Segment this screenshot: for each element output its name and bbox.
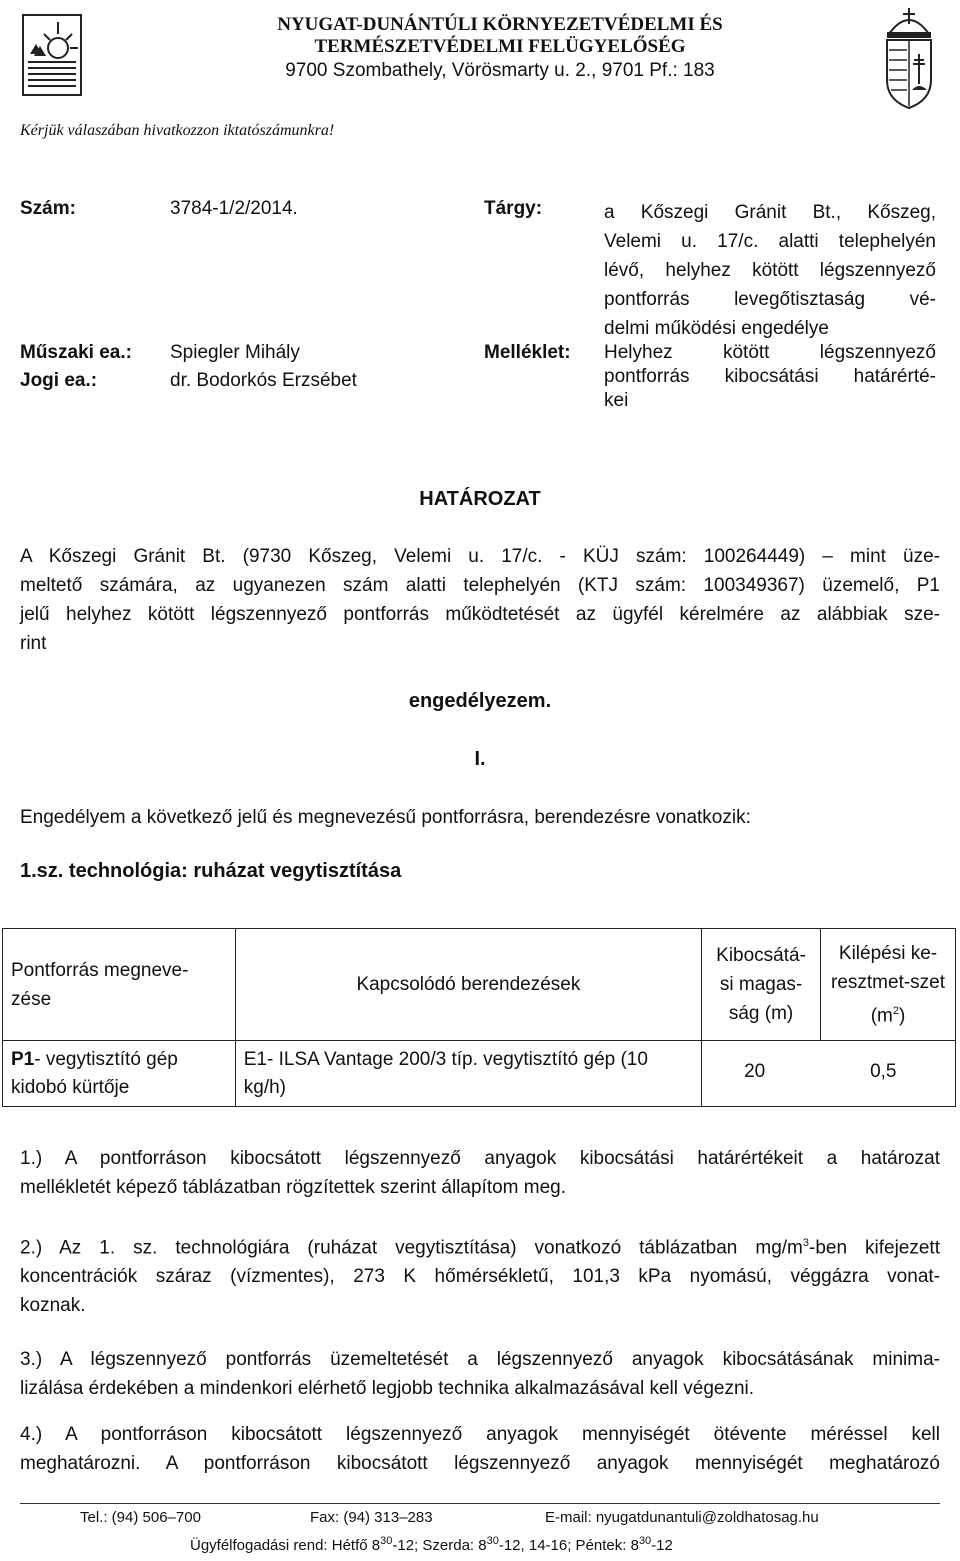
targy-line: pontforrás levegőtisztaság vé- [604,289,936,310]
footer-hours [190,1535,673,1554]
paragraph-4 [20,1420,940,1478]
footer-divider [20,1503,940,1504]
cross-unit-close: ) [899,1005,906,1027]
p2-exp: 3 [802,1237,809,1249]
scope-line: Engedélyem a következő jelű és megnevezésű pontforrásra, berendezésre vonatkozik: [20,807,751,828]
hours-monday: Ügyfélfogadási rend: Hétfő 8 [190,1537,381,1554]
reference-note: Kérjük válaszában hivatkozzon iktatószámunkra! [20,122,335,139]
footer-email: E-mail: nyugatdunantuli@zoldhatosag.hu [545,1509,819,1526]
p4-line: 4.) A pontforráson kibocsátott légszennyező anyagok mennyiségét ötévente méréssel kell [20,1424,940,1445]
table-header-row [3,929,956,1041]
table-row [3,1041,956,1107]
agency-name-line2: TERMÉSZETVÉDELMI FELÜGYELŐSÉG [314,36,686,57]
agency-address: 9700 Szombathely, Vörösmarty u. 2., 9701 Pf.: 183 [285,60,715,81]
targy-line: lévő, helyhez kötött légszennyező [604,260,936,281]
p2-text-b: -ben kifejezett [809,1237,940,1259]
jogi-label: Jogi ea.: [20,370,98,391]
header-cross-section [821,929,956,1041]
technology-title: 1.sz. technológia: ruházat vegytisztítása [20,860,402,882]
hours-wednesday: -12; Szerda: 8 [392,1537,487,1554]
paragraph-3 [20,1345,940,1403]
row-name-code: P1 [11,1048,35,1070]
p4-line: meghatározni. A pontforráson kibocsátott légszennyező anyagok mennyiségét meghatározó [20,1453,940,1474]
p3-line: lizálása érdekében a mindenkori elérhető legjobb technika alkalmazásával kell végezni. [20,1378,755,1399]
footer-fax: Fax: (94) 313–283 [310,1509,433,1526]
muszaki-label: Műszaki ea.: [20,342,132,363]
melleklet-value [604,341,936,413]
p2-text-a: 2.) Az 1. sz. technológiára (ruházat vegytisztítása) vonatkozó táblázatban mg/m [20,1237,803,1259]
agency-name-line1: NYUGAT-DUNÁNTÚLI KÖRNYEZETVÉDELMI ÉS [277,14,723,35]
row-height: 20 [744,1061,766,1082]
jogi-value: dr. Bodorkós Erzsébet [170,370,357,391]
scope-text [20,803,940,832]
row-cross-section: 0,5 [870,1061,897,1082]
agency-name [220,14,780,58]
row-equipment: E1- ILSA Vantage 200/3 típ. vegytisztító gép (10 kg/h) [235,1041,701,1107]
melleklet-line: pontforrás kibocsátási határérté- [604,366,936,387]
hours-exp: 30 [638,1535,652,1547]
header-cross-unit [829,997,947,1030]
szam-value: 3784-1/2/2014. [170,198,298,219]
p2-line: koncentrációk száraz (vízmentes), 273 K hőmérsékletű, 101,3 kPa nyomású, véggázra vonat- [20,1266,940,1288]
pontforras-table [2,928,956,1107]
hours-exp: 30 [380,1535,393,1547]
p2-line-first [20,1229,940,1262]
row-name [3,1041,236,1107]
decision-intro [20,542,940,658]
hours-friday: -12, 14-16; Péntek: 8 [498,1537,639,1554]
muszaki-value: Spiegler Mihály [170,342,300,363]
targy-value [604,198,936,343]
footer-tel: Tel.: (94) 506–700 [80,1509,201,1526]
hours-end: -12 [651,1537,673,1554]
szam-label: Szám: [20,198,76,219]
intro-line: rint [20,633,47,654]
header-height: Kibocsátá-si magas-ság (m) [702,929,821,1041]
melleklet-line: Helyhez kötött légszennyező [604,342,936,363]
targy-line: delmi működési engedélye [604,318,829,339]
paragraph-2 [20,1229,940,1320]
section-number: I. [474,748,486,770]
p1-line: mellékletét képező táblázatban rögzítettek szerint állapítom meg. [20,1177,567,1198]
p3-line: 3.) A légszennyező pontforrás üzemeltetését a légszennyező anyagok kibocsátásának minima- [20,1349,940,1370]
intro-line: meltető számára, az ugyanezen szám alatti telephelyén (KTJ szám: 100349367) üzemelő, P1 [20,575,940,596]
targy-line: Velemi u. 17/c. alatti telephelyén [604,231,936,252]
cross-unit-text: (m [870,1005,893,1027]
melleklet-label: Melléklet: [484,342,571,363]
header-cross-label: Kilépési ke-resztmet-szet [831,942,946,993]
paragraph-1 [20,1144,940,1202]
melleklet-line: kei [604,390,629,411]
header-name: Pontforrás megneve-zése [3,929,236,1041]
p2-line: koznak. [20,1295,86,1317]
intro-line: A Kőszegi Gránit Bt. (9730 Kőszeg, Velemi u. 17/c. - KÜJ szám: 100264449) – mint üze- [20,546,940,567]
decision-heading: HATÁROZAT [419,488,541,510]
header-equipment: Kapcsolódó berendezések [235,929,701,1041]
grant-statement: engedélyezem. [408,690,552,712]
cross-unit-exp: 2 [892,1004,899,1017]
hours-exp: 30 [486,1535,499,1547]
targy-label: Tárgy: [484,198,543,219]
row-values [702,1041,956,1107]
coat-of-arms-icon [879,4,939,110]
targy-line: a Kőszegi Gránit Bt., Kőszeg, [604,202,936,223]
intro-line: jelű helyhez kötött légszennyező pontforrás működtetését az ügyfél kérelmére az alábbiak sze- [20,604,940,625]
row-name-text: - vegytisztító gép kidobó kürtője [11,1048,178,1098]
p1-line: 1.) A pontforráson kibocsátott légszennyező anyagok kibocsátási határértékeit a határozat [20,1148,940,1169]
agency-logo [22,14,82,96]
